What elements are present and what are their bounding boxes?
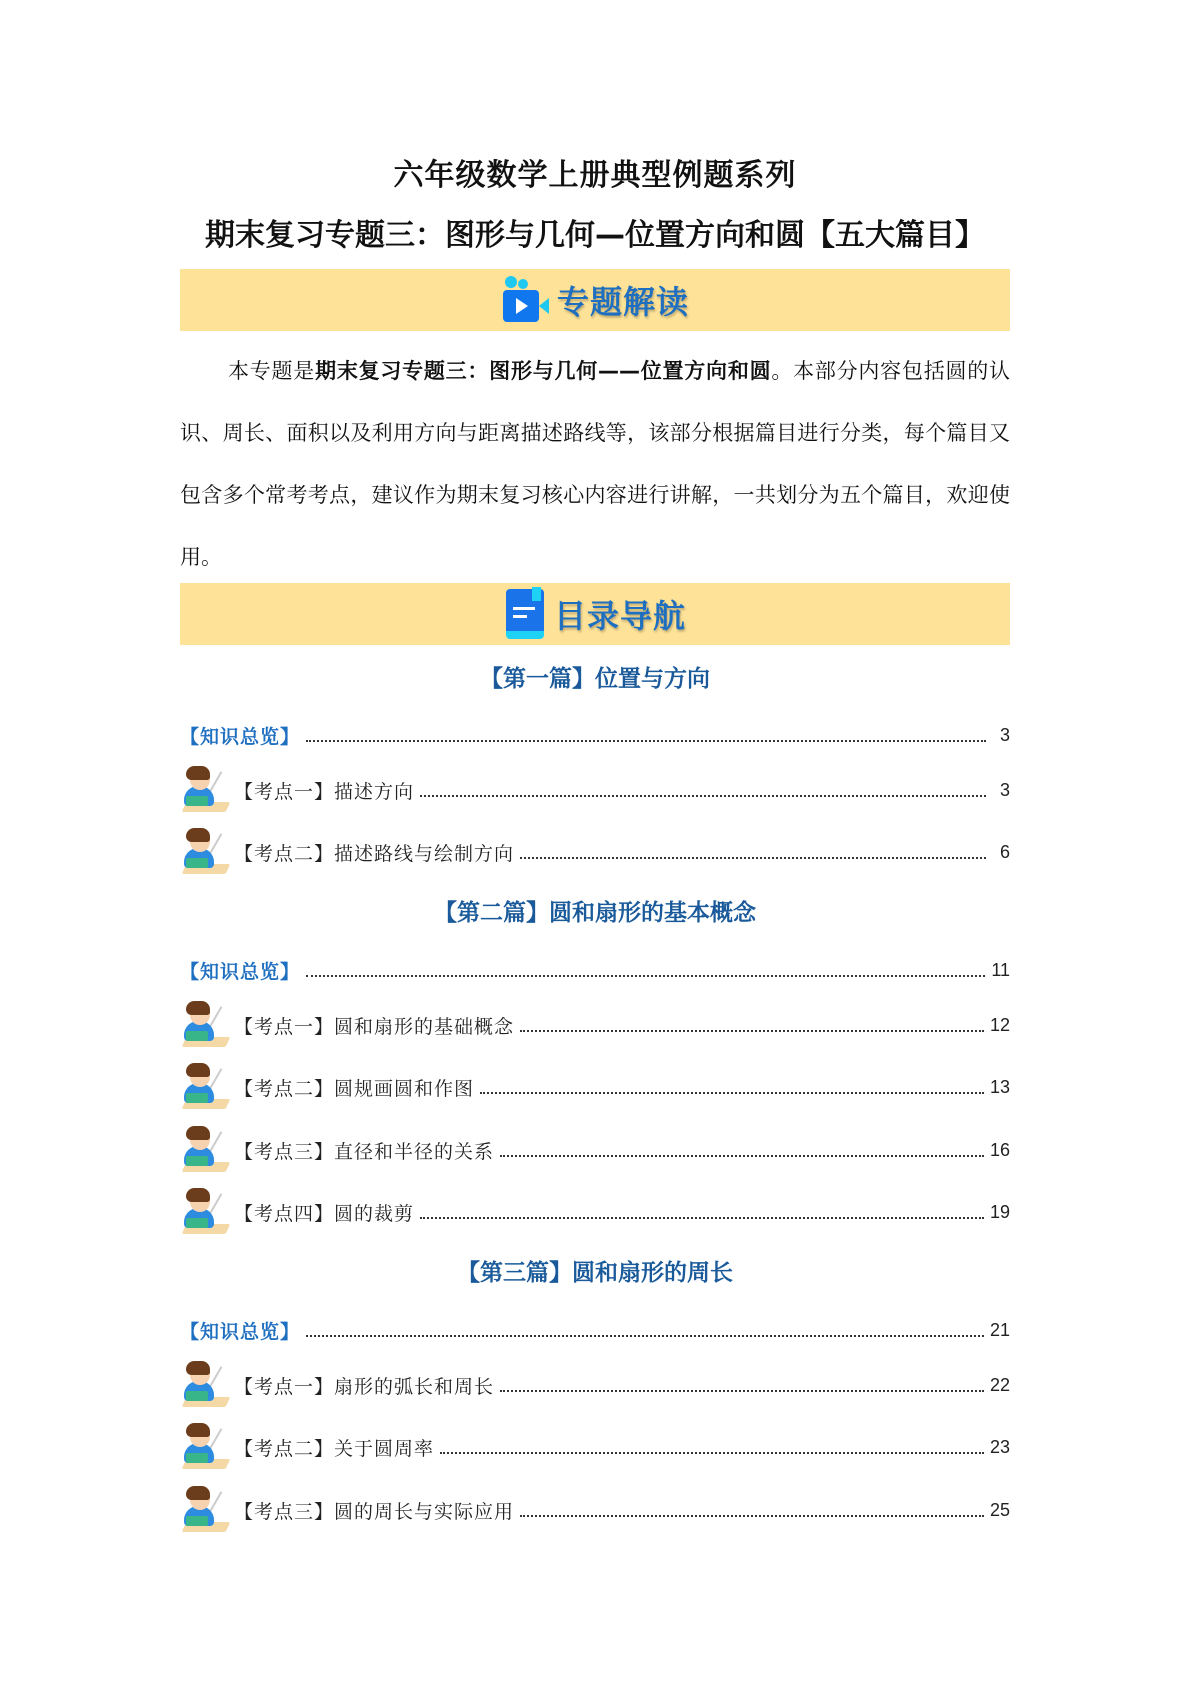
intro-banner	[180, 269, 1010, 331]
dot-leader	[500, 1155, 984, 1157]
toc-page-number: 23	[989, 1436, 1010, 1457]
toc-page-number: 6	[999, 841, 1010, 862]
toc-entry[interactable]	[180, 1130, 1010, 1170]
toc-page-number: 19	[989, 1201, 1010, 1222]
toc-page-number: 25	[989, 1499, 1010, 1520]
student-avatar-icon	[180, 1421, 232, 1473]
toc-entry-label: 描述方向	[334, 780, 415, 803]
toc-page-number: 11	[991, 959, 1010, 980]
toc-entry[interactable]	[180, 715, 1010, 755]
toc-page-number: 3	[999, 779, 1010, 800]
toc-entry[interactable]	[180, 1067, 1010, 1107]
intro-suffix: 。本部分内容包括圆的认识、周长、面积以及利用方向与距离描述路线等，该部分根据篇目进行分类，每个篇目又包含多个常考考点，建议作为期末复习核心内容进行讲解，一共划分为五个篇目，欢迎使用。	[180, 359, 1011, 569]
intro-bold: 期末复习专题三：图形与几何——位置方向和圆	[315, 359, 772, 383]
video-camera-icon	[501, 276, 551, 324]
student-avatar-icon	[180, 764, 232, 816]
toc-entry[interactable]	[180, 1365, 1010, 1405]
toc-entry-tag: 【考点三】	[234, 1140, 335, 1163]
student-avatar-icon	[180, 826, 232, 878]
toc-entry[interactable]	[180, 1427, 1010, 1467]
toc-section-title[interactable]: 【第一篇】位置与方向	[480, 666, 710, 692]
dot-leader	[306, 975, 985, 977]
student-avatar-icon	[180, 1359, 232, 1411]
student-avatar-icon	[180, 1484, 232, 1536]
toc-entry-label: 【知识总览】	[180, 725, 301, 748]
toc-entry-label: 扇形的弧长和周长	[334, 1375, 495, 1398]
intro-banner-label: 专题解读	[556, 283, 689, 321]
dot-leader	[420, 795, 986, 797]
toc-page-number: 13	[989, 1076, 1010, 1097]
toc-entry[interactable]	[180, 1490, 1010, 1530]
dot-leader	[420, 1217, 984, 1219]
toc-entry-tag: 【考点三】	[234, 1500, 335, 1523]
toc-entry-tag: 【考点二】	[234, 1437, 335, 1460]
dot-leader	[520, 1515, 984, 1517]
toc-banner	[180, 583, 1010, 645]
dot-leader	[306, 740, 986, 742]
toc-entry[interactable]	[180, 770, 1010, 810]
toc-entry-label: 关于圆周率	[334, 1437, 435, 1460]
dot-leader	[480, 1092, 984, 1094]
dot-leader	[500, 1390, 984, 1392]
student-avatar-icon	[180, 1061, 232, 1113]
toc-entry-label: 【知识总览】	[180, 1320, 301, 1343]
toc-entry[interactable]	[180, 1005, 1010, 1045]
student-avatar-icon	[180, 1124, 232, 1176]
dot-leader	[440, 1452, 984, 1454]
toc-entry-label: 直径和半径的关系	[334, 1140, 495, 1163]
toc-section-title[interactable]: 【第二篇】圆和扇形的基本概念	[434, 900, 756, 926]
toc-entry-label: 圆的周长与实际应用	[334, 1500, 515, 1523]
toc-entry-tag: 【考点二】	[234, 842, 335, 865]
toc-banner-label: 目录导航	[553, 597, 686, 635]
toc-entry-tag: 【考点二】	[234, 1077, 335, 1100]
toc-entry-tag: 【考点一】	[234, 1375, 335, 1398]
toc-section-title[interactable]: 【第三篇】圆和扇形的周长	[457, 1260, 733, 1286]
toc-entry-label: 圆规画圆和作图	[334, 1077, 475, 1100]
toc-entry[interactable]	[180, 950, 1010, 990]
dot-leader	[306, 1335, 984, 1337]
toc-page-number: 12	[989, 1014, 1010, 1035]
toc-entry-tag: 【考点一】	[234, 1015, 335, 1038]
toc-entry-tag: 【考点一】	[234, 780, 335, 803]
student-avatar-icon	[180, 1186, 232, 1238]
toc-entry-label: 描述路线与绘制方向	[334, 842, 515, 865]
dot-leader	[520, 1030, 984, 1032]
toc-page-number: 21	[989, 1319, 1010, 1340]
toc-page-number: 16	[989, 1139, 1010, 1160]
toc-entry[interactable]	[180, 832, 1010, 872]
intro-prefix: 本专题是	[228, 359, 316, 383]
student-avatar-icon	[180, 999, 232, 1051]
intro-paragraph	[180, 340, 1010, 588]
toc-entry[interactable]	[180, 1192, 1010, 1232]
toc-entry-tag: 【考点四】	[234, 1202, 335, 1225]
document-subtitle: 期末复习专题三：图形与几何—位置方向和圆【五大篇目】	[205, 218, 985, 253]
toc-entry[interactable]	[180, 1310, 1010, 1350]
toc-entry-label: 圆的裁剪	[334, 1202, 415, 1225]
toc-entry-label: 圆和扇形的基础概念	[334, 1015, 515, 1038]
document-title: 六年级数学上册典型例题系列	[393, 158, 797, 193]
toc-page-number: 22	[989, 1374, 1010, 1395]
dot-leader	[520, 857, 986, 859]
toc-entry-label: 【知识总览】	[180, 960, 301, 983]
toc-page-number: 3	[999, 724, 1010, 745]
book-icon	[504, 587, 548, 641]
